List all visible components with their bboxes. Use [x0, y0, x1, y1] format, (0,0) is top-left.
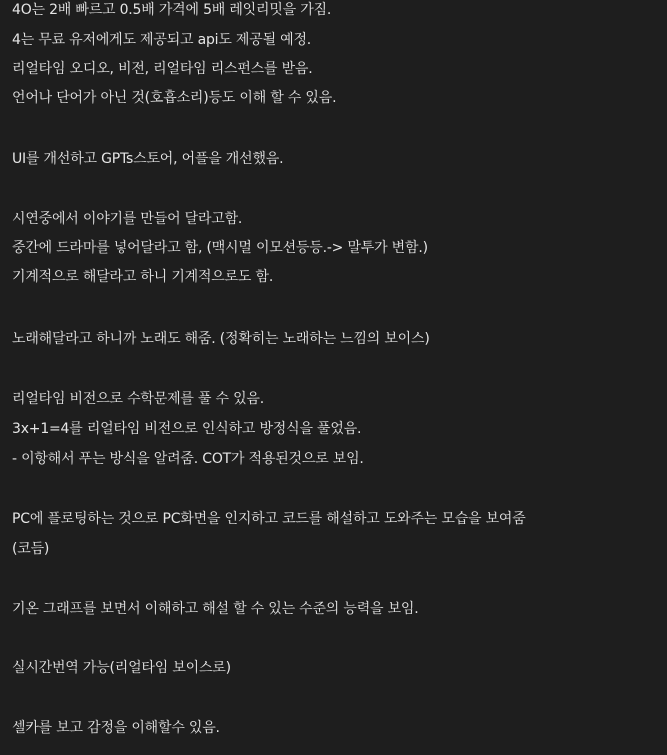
text-line: 노래해달라고 하니까 노래도 해줌. (정확히는 노래하는 느낌의 보이스) — [12, 331, 430, 347]
text-line: 시연중에서 이야기를 만들어 달라고함. — [12, 211, 243, 227]
text-line: UI를 개선하고 GPTs스토어, 어플을 개선했음. — [12, 151, 284, 167]
text-line: (코듬) — [12, 541, 50, 557]
text-line: 4O는 2배 빠르고 0.5배 가격에 5배 레잇리밋을 가짐. — [12, 2, 332, 18]
text-line: 언어나 단어가 아닌 것(호흡소리)등도 이해 할 수 있음. — [12, 90, 337, 106]
text-line: 실시간번역 가능(리얼타임 보이스로) — [12, 660, 231, 676]
text-line: 중간에 드라마를 넣어달라고 함, (맥시멀 이모션등등.-> 말투가 변함.) — [12, 240, 428, 256]
text-line: 리얼타임 비전으로 수학문제를 풀 수 있음. — [12, 391, 265, 407]
text-line: 기계적으로 해달라고 하니 기계적으로도 함. — [12, 269, 274, 285]
text-line: 3x+1=4를 리얼타임 비전으로 인식하고 방정식을 풀었음. — [12, 421, 362, 437]
text-line: 셀카를 보고 감정을 이해할수 있음. — [12, 720, 220, 736]
text-line: PC에 플로팅하는 것으로 PC화면을 인지하고 코드를 해설하고 도와주는 모습을 보여줌 — [12, 511, 526, 527]
text-line: 4는 무료 유저에게도 제공되고 api도 제공될 예정. — [12, 32, 312, 48]
text-line: - 이항해서 푸는 방식을 알려줌. COT가 적용된것으로 보임. — [12, 451, 364, 467]
text-line: 리얼타임 오디오, 비전, 리얼타임 리스펀스를 받음. — [12, 61, 313, 77]
text-line: 기온 그래프를 보면서 이해하고 해설 할 수 있는 수준의 능력을 보임. — [12, 601, 419, 617]
